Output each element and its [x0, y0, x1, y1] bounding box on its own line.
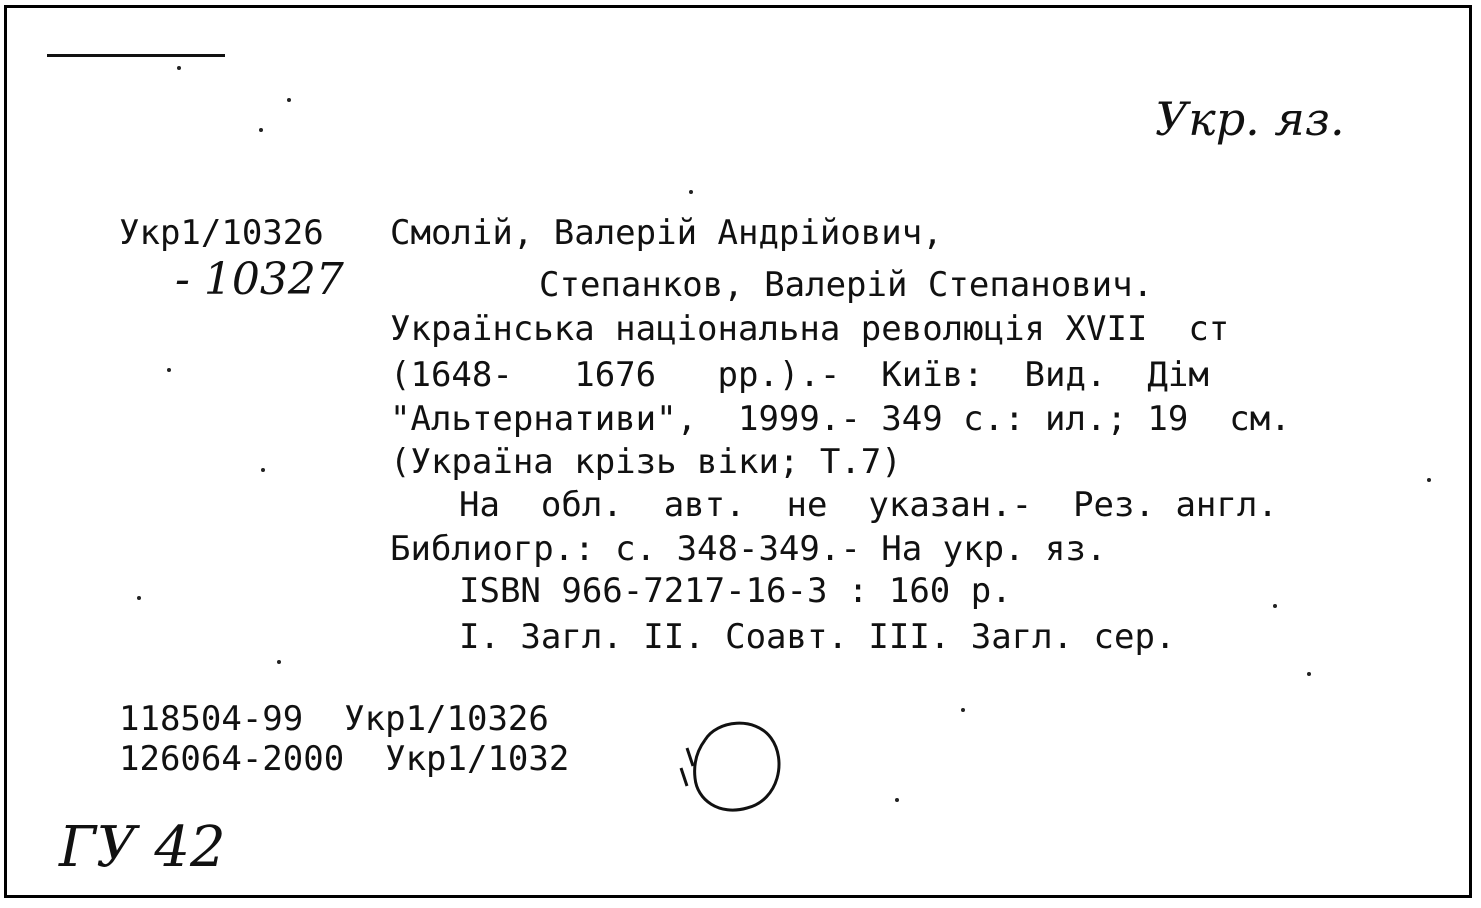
- speck: [689, 190, 693, 194]
- speck: [287, 98, 291, 102]
- notes-line-2: Библиогр.: с. 348-349.- На укр. яз.: [390, 529, 1107, 569]
- catalog-card: [4, 5, 1472, 898]
- speck: [1427, 478, 1431, 482]
- title-line-1: Українська національна революція XVII ст: [390, 309, 1230, 349]
- circled-mark: [647, 708, 797, 823]
- notes-line-1: На обл. авт. не указан.- Рез. англ.: [459, 485, 1278, 525]
- speck: [1273, 604, 1277, 608]
- speck: [895, 798, 899, 802]
- handwritten-shelf-mark: ГУ 42: [59, 815, 226, 880]
- call-number: Укр1/10326: [119, 213, 324, 253]
- handwritten-language-note: Укр. яз.: [1155, 92, 1345, 146]
- speck: [259, 128, 263, 132]
- coauthor-line: Степанков, Валерій Степанович.: [539, 265, 1154, 305]
- accession-line-1: 118504-99 Укр1/10326: [119, 699, 549, 739]
- title-line-3: "Альтернативи", 1999.- 349 с.: ил.; 19 см.: [390, 399, 1291, 439]
- speck: [137, 596, 141, 600]
- speck: [277, 660, 281, 664]
- author-line: Смолій, Валерій Андрійович,: [390, 213, 943, 253]
- tracings-line: I. Загл. II. Соавт. III. Загл. сер.: [459, 617, 1176, 657]
- accession-line-2: 126064-2000 Укр1/1032: [119, 739, 570, 779]
- isbn-line: ISBN 966-7217-16-3 : 160 р.: [459, 571, 1012, 611]
- speck: [261, 468, 265, 472]
- title-line-4: (Україна крізь віки; Т.7): [390, 442, 902, 482]
- title-line-2: (1648- 1676 рр.).- Київ: Вид. Дім: [390, 355, 1209, 395]
- speck: [961, 708, 965, 712]
- speck: [167, 368, 171, 372]
- handwritten-second-number: - 10327: [175, 254, 344, 305]
- speck: [177, 66, 181, 70]
- top-left-rule: [47, 54, 225, 57]
- speck: [1307, 672, 1311, 676]
